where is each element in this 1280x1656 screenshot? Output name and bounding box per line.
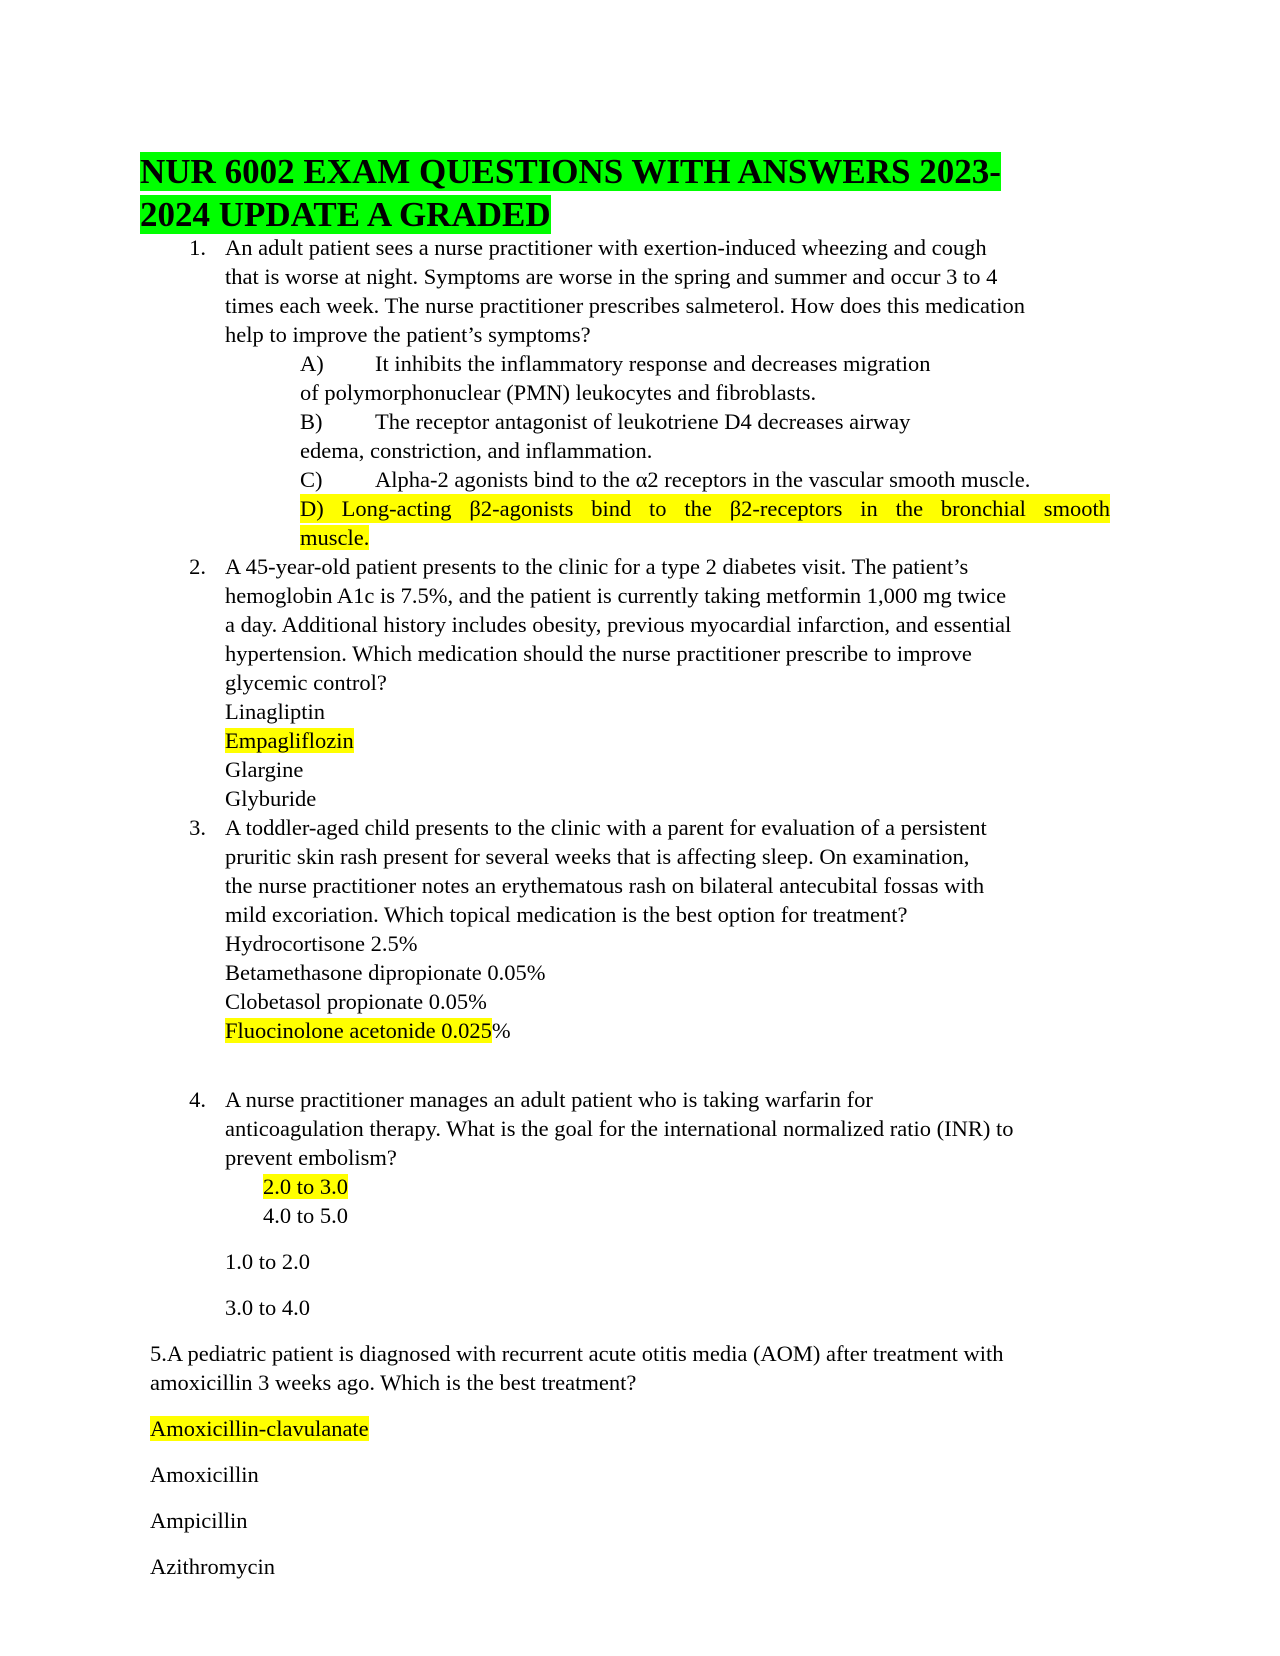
option-letter: B)	[300, 409, 323, 434]
question-5-option: Azithromycin	[150, 1554, 275, 1579]
question-3-option: Hydrocortisone 2.5%	[225, 931, 418, 956]
question-4-text-line: anticoagulation therapy. What is the goal for the international normalized ratio (INR) to	[225, 1116, 1014, 1141]
question-3-text-line: the nurse practitioner notes an erythematous rash on bilateral antecubital fossas with	[225, 873, 985, 898]
question-1-answer-cont	[300, 523, 369, 552]
question-1-option-b-cont: edema, constriction, and inflammation.	[300, 438, 653, 463]
option-text: Alpha-2 agonists bind to the α2 receptors in the vascular smooth muscle.	[375, 467, 1031, 492]
option-text: It inhibits the inflammatory response and decreases migration	[375, 351, 931, 376]
question-2-option: Glyburide	[225, 786, 317, 811]
question-4-text-line: prevent embolism?	[225, 1145, 397, 1170]
question-2-option: Glargine	[225, 757, 304, 782]
question-2-text-line: A 45-year-old patient presents to the clinic for a type 2 diabetes visit. The patient’s	[225, 554, 969, 579]
option-letter: A)	[300, 351, 324, 376]
answer-highlight: 2.0 to 3.0	[263, 1174, 349, 1199]
question-1-option-c	[300, 465, 1030, 494]
question-2-text-line: hemoglobin A1c is 7.5%, and the patient is currently taking metformin 1,000 mg twice	[225, 583, 1007, 608]
question-3-text-line: mild excoriation. Which topical medication is the best option for treatment?	[225, 902, 908, 927]
question-1-text-line: times each week. The nurse practitioner prescribes salmeterol. How does this medication	[225, 293, 1025, 318]
question-3-option: Betamethasone dipropionate 0.05%	[225, 960, 546, 985]
option-letter: C)	[300, 467, 323, 492]
question-3-number: 3.	[189, 815, 206, 840]
question-4-text-line: A nurse practitioner manages an adult patient who is taking warfarin for	[225, 1087, 873, 1112]
question-3-option: Clobetasol propionate 0.05%	[225, 989, 487, 1014]
option-text: The receptor antagonist of leukotriene D4 decreases airway	[375, 409, 911, 434]
question-2-text-line: hypertension. Which medication should the nurse practitioner prescribe to improve	[225, 641, 972, 666]
answer-highlight: muscle.	[300, 525, 370, 550]
question-4-option: 3.0 to 4.0	[225, 1295, 311, 1320]
question-5-text-line: amoxicillin 3 weeks ago. Which is the best treatment?	[150, 1370, 637, 1395]
answer-highlight: Amoxicillin-clavulanate	[150, 1416, 369, 1441]
question-1-text-line: An adult patient sees a nurse practitioner with exertion-induced wheezing and cough	[225, 235, 987, 260]
answer-suffix: %	[491, 1018, 511, 1043]
question-3-text-line: pruritic skin rash present for several weeks that is affecting sleep. On examination,	[225, 844, 970, 869]
question-4-number: 4.	[189, 1087, 206, 1112]
title-line-1: NUR 6002 EXAM QUESTIONS WITH ANSWERS 2023-	[140, 152, 1001, 191]
question-1-text-line: that is worse at night. Symptoms are worse in the spring and summer and occur 3 to 4	[225, 264, 998, 289]
question-1-option-a-cont: of polymorphonuclear (PMN) leukocytes and fibroblasts.	[300, 380, 817, 405]
question-1-option-b	[300, 407, 910, 436]
document-title	[140, 150, 1130, 236]
question-1-number: 1.	[189, 235, 206, 260]
question-3-option-answer	[225, 1016, 511, 1045]
question-1-option-a	[300, 349, 930, 378]
answer-highlight: Fluocinolone acetonide 0.025	[225, 1018, 492, 1043]
question-2-text-line: glycemic control?	[225, 670, 387, 695]
question-2-number: 2.	[189, 554, 206, 579]
question-1-text-line: help to improve the patient’s symptoms?	[225, 322, 591, 347]
question-1-answer: D) Long-acting β2-agonists bind to the β2-receptors in the bronchial smooth	[300, 496, 1110, 521]
question-5-option: Ampicillin	[150, 1508, 248, 1533]
question-5-option-answer	[150, 1414, 369, 1443]
question-2-option-answer	[225, 726, 354, 755]
question-4-option: 4.0 to 5.0	[263, 1203, 349, 1228]
question-2-text-line: a day. Additional history includes obesity, previous myocardial infarction, and essential	[225, 612, 1012, 637]
question-5-option: Amoxicillin	[150, 1462, 259, 1487]
answer-highlight: Empagliflozin	[225, 728, 354, 753]
question-4-option-answer	[263, 1172, 348, 1201]
question-2-option: Linagliptin	[225, 699, 325, 724]
title-line-2: 2024 UPDATE A GRADED	[140, 195, 551, 234]
question-5-text-line: 5.A pediatric patient is diagnosed with recurrent acute otitis media (AOM) after treatment with	[150, 1341, 1004, 1366]
question-4-option: 1.0 to 2.0	[225, 1249, 311, 1274]
question-3-text-line: A toddler-aged child presents to the clinic with a parent for evaluation of a persistent	[225, 815, 987, 840]
